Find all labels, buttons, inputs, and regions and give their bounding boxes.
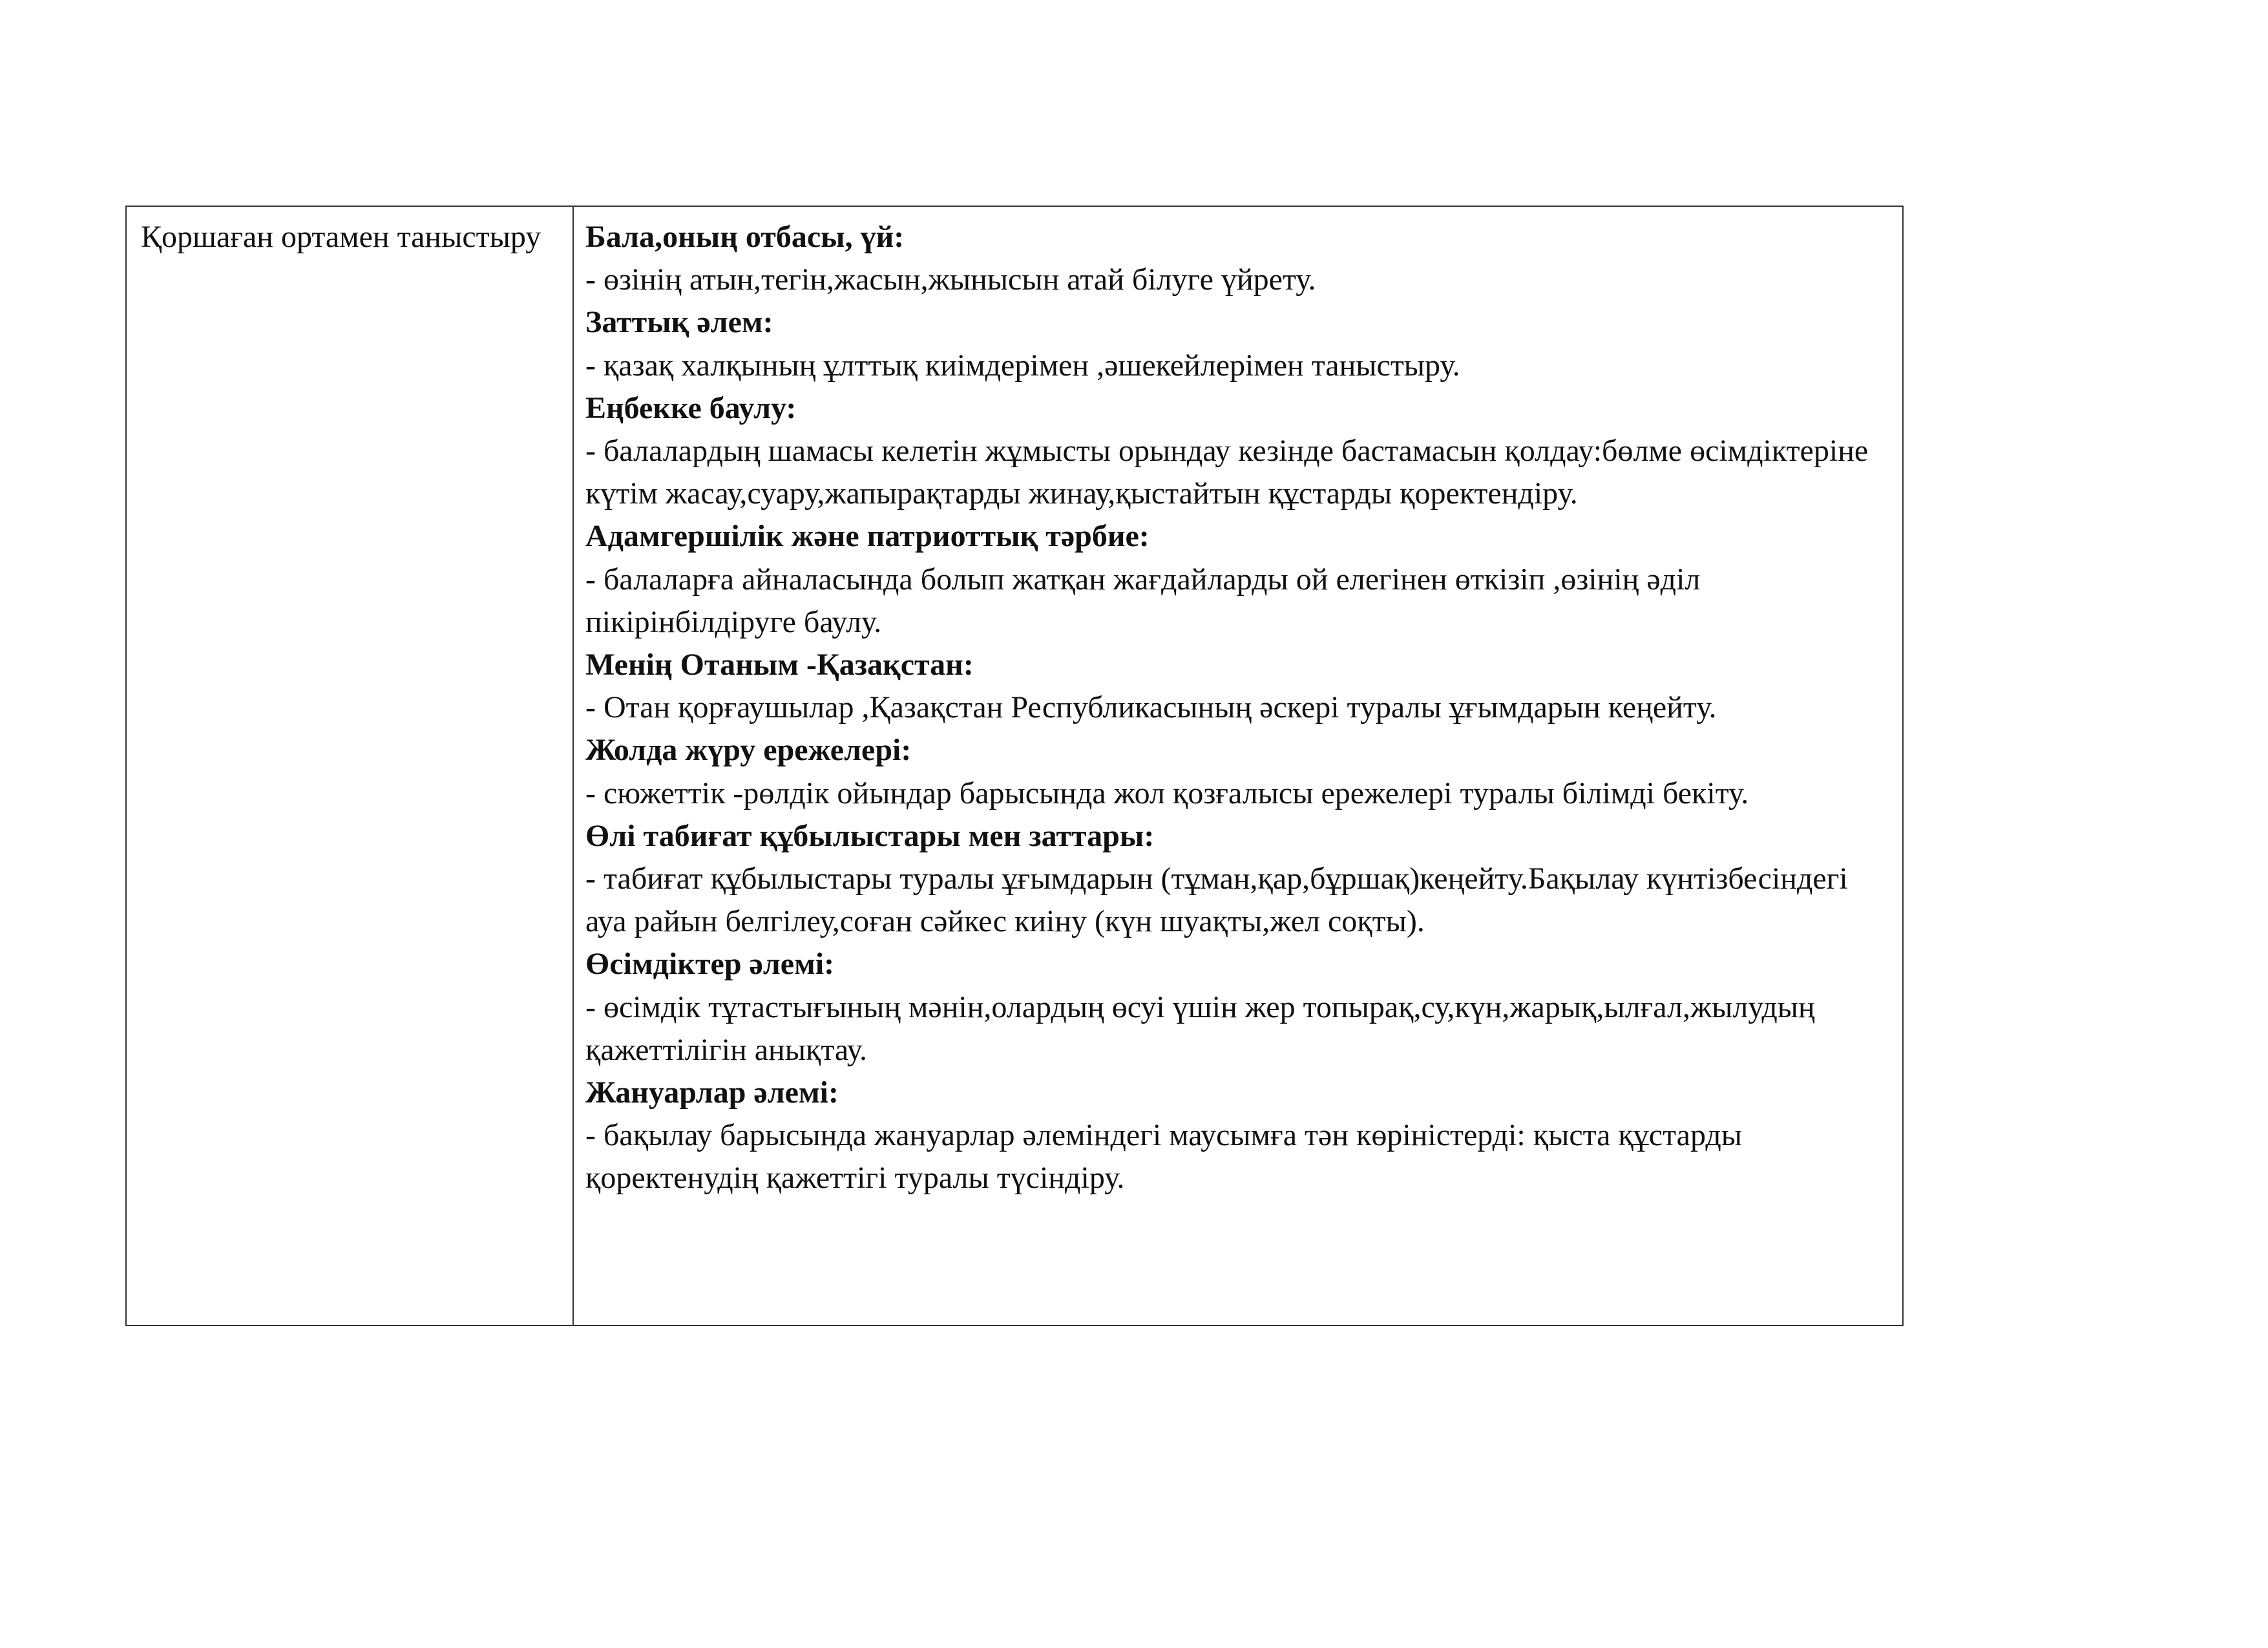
section-animals <box>585 1072 1889 1200</box>
section-object-world <box>585 301 1889 386</box>
section-text: - қазақ халқының ұлттық киімдерімен ,әшекейлерімен таныстыру. <box>585 348 1460 383</box>
section-text: - балалардың шамасы келетін жұмысты орындау кезінде бастамасын қолдау:бөлме өсімдіктеріне күтім жасау,суару,жапырақтарды жинау,қыстайтын құстарды қоректендіру. <box>585 434 1869 511</box>
section-title: Еңбекке баулу: <box>585 390 797 425</box>
section-text: - Отан қорғаушылар ,Қазақстан Республикасының әскері туралы ұғымдарын кеңейту. <box>585 690 1717 725</box>
section-title: Менің Отаным -Қазақстан: <box>585 648 974 682</box>
section-title: Бала,оның отбасы, үй: <box>585 220 905 254</box>
section-plants <box>585 943 1889 1072</box>
section-text: - сюжеттік -рөлдік ойындар барысында жол қозғалысы ережелері туралы білімді бекіту. <box>585 776 1749 810</box>
section-labor <box>585 387 1889 516</box>
section-title: Өлі табиғат құбылыстары мен заттары: <box>585 818 1155 853</box>
section-inanimate-nature <box>585 815 1889 944</box>
section-text: - өсімдік тұтастығының мәнін,олардың өсуі үшін жер топырақ,су,күн,жарық,ылғал,жылудың қажеттілігін анықтау. <box>585 989 1815 1067</box>
section-title: Заттық әлем: <box>585 305 773 340</box>
section-title: Жолда жүру ережелері: <box>585 733 912 768</box>
section-title: Жануарлар әлемі: <box>585 1075 839 1110</box>
section-road-rules <box>585 729 1889 814</box>
subject-label: Қоршаған ортамен таныстыру <box>141 220 541 254</box>
section-text: - бақылау барысында жануарлар әлеміндегі маусымға тән көріністерді: қыста құстарды қоректенудің қажеттігі туралы түсіндіру. <box>585 1118 1743 1196</box>
section-title: Өсімдіктер әлемі: <box>585 947 835 982</box>
section-text: - табиғат құбылыстары туралы ұғымдарын (тұман,қар,бұршақ)кеңейту.Бақылау күнтізбесіндегі ауа райын белгілеу,соған сәйкес киіну (күн шуақты,жел соқты). <box>585 861 1848 939</box>
section-homeland <box>585 644 1889 729</box>
topics-cell <box>574 207 1902 1325</box>
section-title: Адамгершілік және патриоттық тәрбие: <box>585 519 1150 554</box>
section-moral-education <box>585 515 1889 644</box>
content-table <box>125 206 1904 1326</box>
section-text: - балаларға айналасында болып жатқан жағдайларды ой елегінен өткізіп ,өзінің әділ пікірінбілдіруге баулу. <box>585 562 1701 639</box>
section-family <box>585 216 1889 301</box>
subject-cell <box>127 207 574 1325</box>
section-text: - өзінің атын,тегін,жасын,жынысын атай білуге үйрету. <box>585 262 1316 297</box>
